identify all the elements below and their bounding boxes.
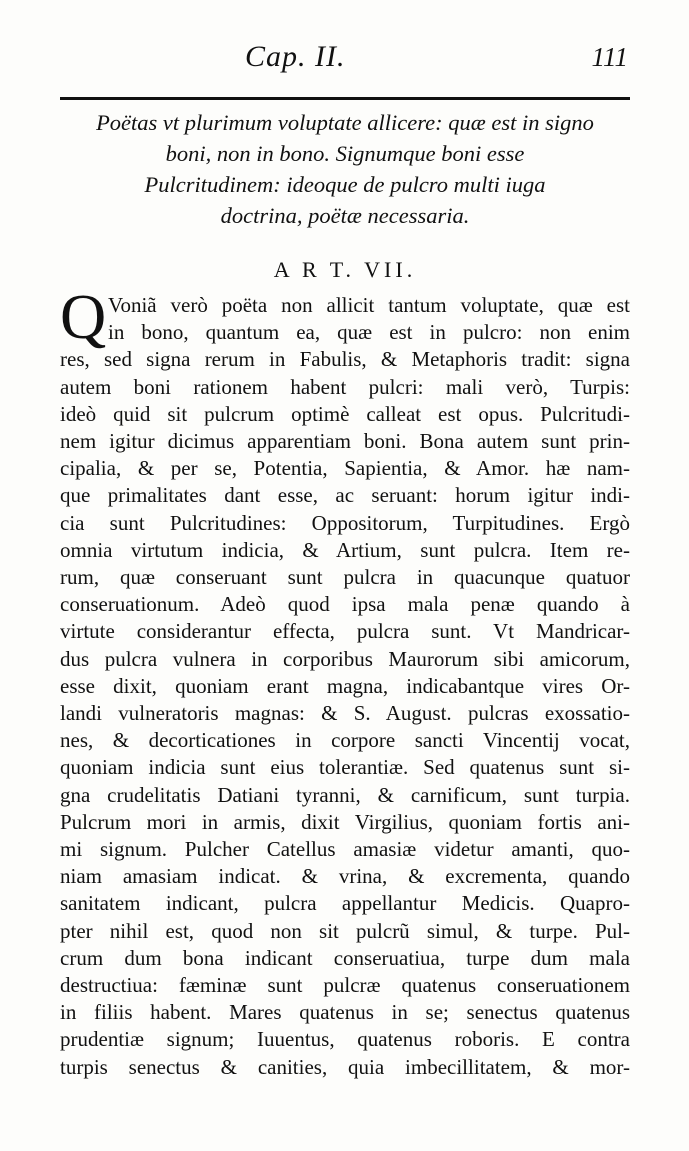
drop-cap: Q xyxy=(60,281,107,352)
indented-lines xyxy=(108,292,630,346)
text-line: que primalitates dant esse, ac seruant: horum igitur indi- xyxy=(60,483,630,508)
page-number: 111 xyxy=(591,42,628,72)
text-line: autem boni rationem habent pulcri: mali verò, Turpis: xyxy=(60,374,630,399)
text-line: in filiis habent. Mares quatenus in se; senectus quatenus xyxy=(60,1000,630,1025)
body-lines xyxy=(60,346,630,1080)
chapter-title: Cap. II. xyxy=(245,40,346,73)
summary-line: Poëtas vt plurimum voluptate allicere: quæ est in signo xyxy=(96,110,594,135)
text-line: ideò quid sit pulcrum optimè calleat est opus. Pulcritudi- xyxy=(60,401,630,426)
summary-line: boni, non in bono. Signumque boni esse xyxy=(165,141,525,166)
text-line: nem igitur dicimus apparentiam boni. Bona autem sunt prin- xyxy=(60,429,630,454)
text-line: omnia virtutum indicia, & Artium, sunt pulcra. Item re- xyxy=(60,537,630,562)
text-line: dus pulcra vulnera in corporibus Maurorum sibi amicorum, xyxy=(60,646,630,671)
text-line: landi vulneratoris magnas: & S. August. pulcras exossatio- xyxy=(60,701,630,726)
text-line: nes, & decorticationes in corpore sancti Vincentij vocat, xyxy=(60,728,630,753)
text-line: mi signum. Pulcher Catellus amasiæ videtur amanti, quo- xyxy=(60,837,630,862)
text-line: cia sunt Pulcritudines: Oppositorum, Turpitudines. Ergò xyxy=(60,510,630,535)
body-text xyxy=(60,281,630,1081)
header-rule xyxy=(60,97,630,100)
summary-line: doctrina, poëtæ necessaria. xyxy=(220,203,470,228)
chapter-summary xyxy=(60,107,630,231)
summary-line: Pulcritudinem: ideoque de pulcro multi iuga xyxy=(144,172,546,197)
text-line: res, sed signa rerum in Fabulis, & Metaphoris tradit: signa xyxy=(60,347,630,372)
text-line: pter nihil est, quod non sit pulcrũ simul, & turpe. Pul- xyxy=(60,918,630,943)
text-line: rum, quæ conseruant sunt pulcra in quacunque quatuor xyxy=(60,565,630,590)
text-line: esse dixit, quoniam erant magna, indicabantque vires Or- xyxy=(60,673,630,698)
text-line: Pulcrum mori in armis, dixit Virgilius, quoniam fortis ani- xyxy=(60,809,630,834)
text-line: niam amasiam indicat. & vrina, & excrementa, quando xyxy=(60,864,630,889)
article-heading: A R T. VII. xyxy=(273,257,417,282)
text-line: gna crudelitatis Datiani tyranni, & carnificum, sunt turpia. xyxy=(60,782,630,807)
text-line: destructiua: fæminæ sunt pulcræ quatenus conseruationem xyxy=(60,973,630,998)
text-line: virtute considerantur effecta, pulcra sunt. Vt Mandricar- xyxy=(60,619,630,644)
running-head xyxy=(60,40,630,84)
opening-paragraph xyxy=(60,281,630,352)
text-line: crum dum bona indicant conseruatiua, turpe dum mala xyxy=(60,945,630,970)
text-line: quoniam indicia sunt eius tolerantiæ. Sed quatenus sunt si- xyxy=(60,755,630,780)
text-line: turpis senectus & canities, quia imbecillitatem, & mor- xyxy=(60,1054,630,1079)
text-line: Voniã verò poëta non allicit tantum voluptate, quæ est xyxy=(108,293,630,317)
text-line: sanitatem indicant, pulcra appellantur Medicis. Quapro- xyxy=(60,891,630,916)
text-line: prudentiæ signum; Iuuentus, quatenus roboris. E contra xyxy=(60,1027,630,1052)
text-line: cipalia, & per se, Potentia, Sapientia, & Amor. hæ nam- xyxy=(60,456,630,481)
text-line: conseruationum. Adeò quod ipsa mala penæ quando à xyxy=(60,592,630,617)
text-line: in bono, quantum ea, quæ est in pulcro: non enim xyxy=(108,320,630,345)
